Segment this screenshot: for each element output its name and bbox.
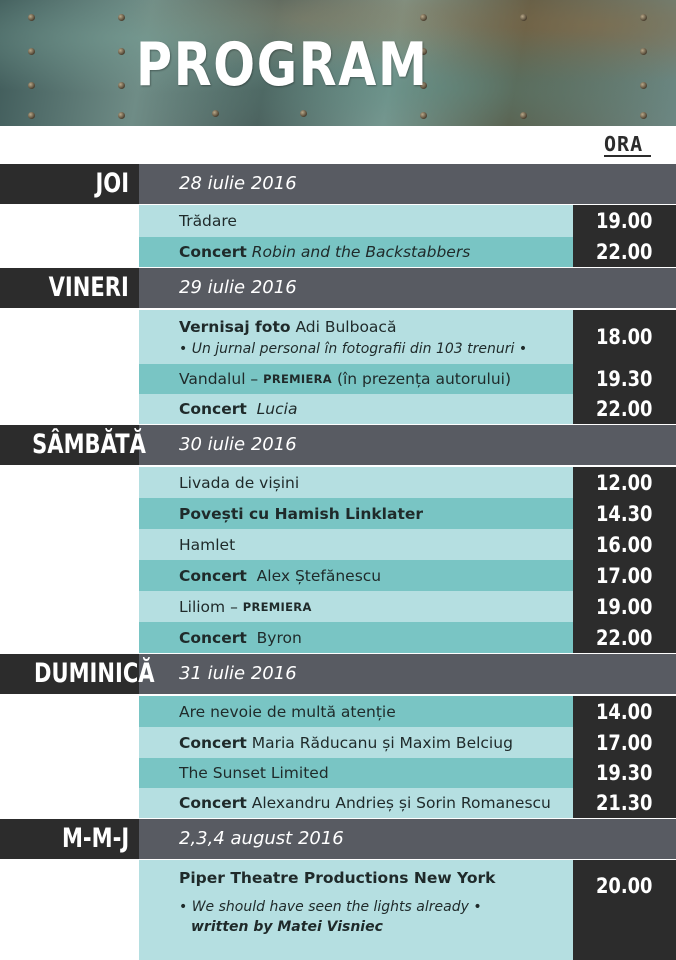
page-title: PROGRAM [136, 30, 429, 100]
event-title: Vandalul – [179, 370, 259, 388]
day-date: 28 iulie 2016 [179, 173, 297, 194]
event-title: Hamlet [179, 535, 236, 554]
rivet-decoration [118, 112, 125, 119]
event-time: 19.00 [573, 205, 676, 237]
event-row [139, 498, 573, 529]
rivet-decoration [640, 82, 647, 89]
rivet-decoration [28, 82, 35, 89]
event-type: Concert [179, 628, 247, 647]
event-row [139, 560, 573, 591]
header-banner [0, 0, 676, 126]
event-title: The Sunset Limited [179, 764, 329, 782]
rivet-decoration [118, 48, 125, 55]
event-time: 20.00 [573, 860, 676, 960]
day-date: 29 iulie 2016 [179, 277, 297, 298]
event-row [139, 467, 573, 498]
event-type: Concert [179, 400, 247, 418]
day-header-sambata [0, 425, 676, 465]
rivet-decoration [420, 112, 427, 119]
event-type: Concert [179, 794, 247, 812]
rivet-decoration [300, 110, 307, 117]
day-header-joi [0, 164, 676, 204]
event-row [139, 364, 573, 394]
rivet-decoration [28, 112, 35, 119]
event-row [139, 758, 573, 788]
event-row [139, 591, 573, 622]
day-name: JOI [0, 164, 139, 204]
rivet-decoration [28, 48, 35, 55]
event-row [139, 727, 573, 758]
event-row [139, 696, 573, 727]
day-date: 30 iulie 2016 [179, 434, 297, 455]
event-title: Adi Bulboacă [295, 317, 397, 336]
event-row [139, 205, 573, 237]
rivet-decoration [640, 48, 647, 55]
rivet-decoration [28, 14, 35, 21]
event-title: Are nevoie de multă atenție [179, 702, 396, 721]
rivet-decoration [520, 112, 527, 119]
rivet-decoration [212, 110, 219, 117]
event-time: 17.00 [573, 727, 676, 758]
event-title: Alexandru Andrieș și Sorin Romanescu [251, 794, 551, 812]
event-title: Alex Ștefănescu [256, 566, 382, 585]
event-row [139, 860, 573, 960]
event-title: Povești cu Hamish Linklater [179, 504, 424, 523]
rivet-decoration [118, 82, 125, 89]
event-title: Livada de vișini [179, 473, 300, 492]
day-name: VINERI [0, 268, 139, 308]
day-header-duminica [0, 654, 676, 694]
day-date: 31 iulie 2016 [179, 663, 297, 684]
event-title: Byron [256, 628, 302, 647]
day-date: 2,3,4 august 2016 [179, 828, 344, 849]
event-subtitle: • Un jurnal personal în fotografii din 103 trenuri • [179, 340, 528, 357]
event-time: 14.30 [573, 498, 676, 529]
event-row [139, 622, 573, 653]
event-row [139, 237, 573, 267]
event-title: Piper Theatre Productions New York [179, 869, 496, 887]
event-time: 19.30 [573, 364, 676, 394]
event-credit: written by Matei Visniec [191, 919, 383, 935]
day-name: SÂMBĂTĂ [0, 425, 139, 465]
event-time: 22.00 [573, 394, 676, 424]
event-time: 14.00 [573, 696, 676, 727]
event-row [139, 529, 573, 560]
rivet-decoration [640, 14, 647, 21]
day-header-vineri [0, 268, 676, 308]
event-title: Maria Răducanu și Maxim Belciug [251, 733, 513, 752]
event-time: 21.30 [573, 788, 676, 818]
day-header-mmj [0, 819, 676, 859]
event-row [139, 788, 573, 818]
event-row [139, 310, 573, 364]
event-note: (în prezența autorului) [336, 370, 512, 388]
day-name: M-M-J [0, 819, 139, 859]
event-title: Lucia [256, 400, 298, 418]
rivet-decoration [420, 14, 427, 21]
event-time: 18.00 [573, 310, 676, 364]
event-title: Trădare [179, 212, 237, 230]
event-title: Liliom – [179, 597, 238, 616]
rivet-decoration [640, 112, 647, 119]
event-type: Concert [179, 566, 247, 585]
event-time: 17.00 [573, 560, 676, 591]
rivet-decoration [520, 14, 527, 21]
event-type: Concert [179, 733, 247, 752]
premiere-badge: PREMIERA [263, 372, 332, 386]
event-time: 12.00 [573, 467, 676, 498]
event-time: 22.00 [573, 237, 676, 267]
event-time: 16.00 [573, 529, 676, 560]
event-time: 22.00 [573, 622, 676, 653]
rivet-decoration [118, 14, 125, 21]
event-type: Vernisaj foto [179, 317, 291, 336]
event-title: Robin and the Backstabbers [251, 243, 471, 261]
event-subtitle: • We should have seen the lights already • [179, 899, 482, 915]
event-row [139, 394, 573, 424]
time-column-label: ORA [604, 133, 651, 157]
event-time: 19.00 [573, 591, 676, 622]
premiere-badge: PREMIERA [242, 599, 312, 614]
event-time: 19.30 [573, 758, 676, 788]
day-name: DUMINICĂ [0, 654, 139, 694]
event-type: Concert [179, 243, 247, 261]
